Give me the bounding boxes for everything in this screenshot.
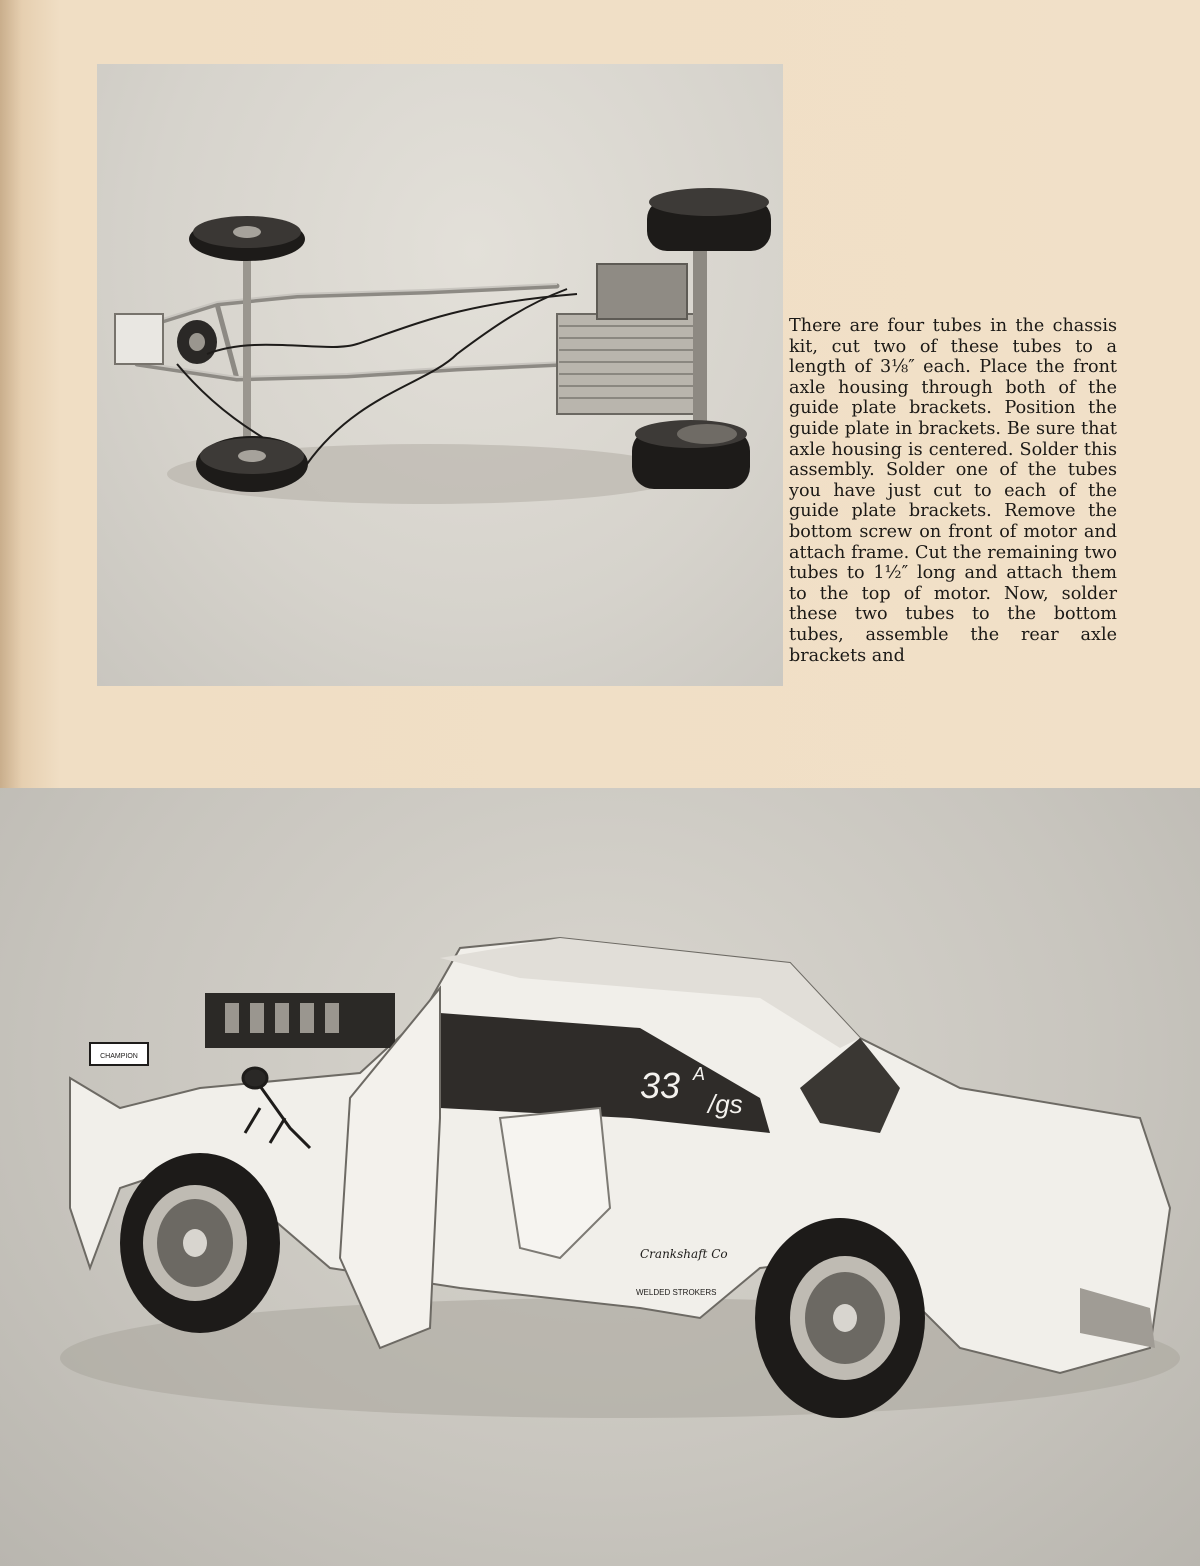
front-wheel-top — [189, 216, 305, 261]
champion-decal-text: CHAMPION — [100, 1053, 138, 1060]
class-suffix: /gs — [708, 1089, 743, 1119]
article-body-text: There are four tubes in the chassis kit, cut two of these tubes to a length of 3⅛″ each. Place the front axle housing through both of the guide plate brackets. Position the guide plate in brackets. Be sure that axle housing is centered. Solder this assembly. Solder one of the tubes you have just cut to each of the guide plate brackets. Remove the bottom screw on front of motor and attach frame. Cut the remaining two tubes to 1½″ long and attach them to the top of motor. Now, solder these two tubes to the bottom tubes, assemble the rear axle brackets and — [789, 316, 1117, 666]
rear-wheel — [755, 1218, 925, 1418]
rear-wheel-bottom — [632, 420, 750, 489]
guide-plate — [115, 314, 163, 364]
race-number: 33 — [640, 1065, 681, 1106]
engine-block — [205, 993, 395, 1048]
crankshaft-decal-line1: Crankshaft Co — [640, 1247, 728, 1261]
front-wheel-bottom — [196, 436, 308, 492]
motor — [557, 264, 697, 414]
front-axle — [243, 234, 251, 454]
model-car-photo — [0, 788, 1200, 1566]
crankshaft-decal-line2: WELDED STROKERS — [636, 1288, 717, 1297]
class-superscript: A — [693, 1064, 706, 1084]
rear-wheel-top — [647, 188, 771, 251]
chassis-photo — [97, 64, 783, 686]
front-wheel — [120, 1153, 280, 1333]
